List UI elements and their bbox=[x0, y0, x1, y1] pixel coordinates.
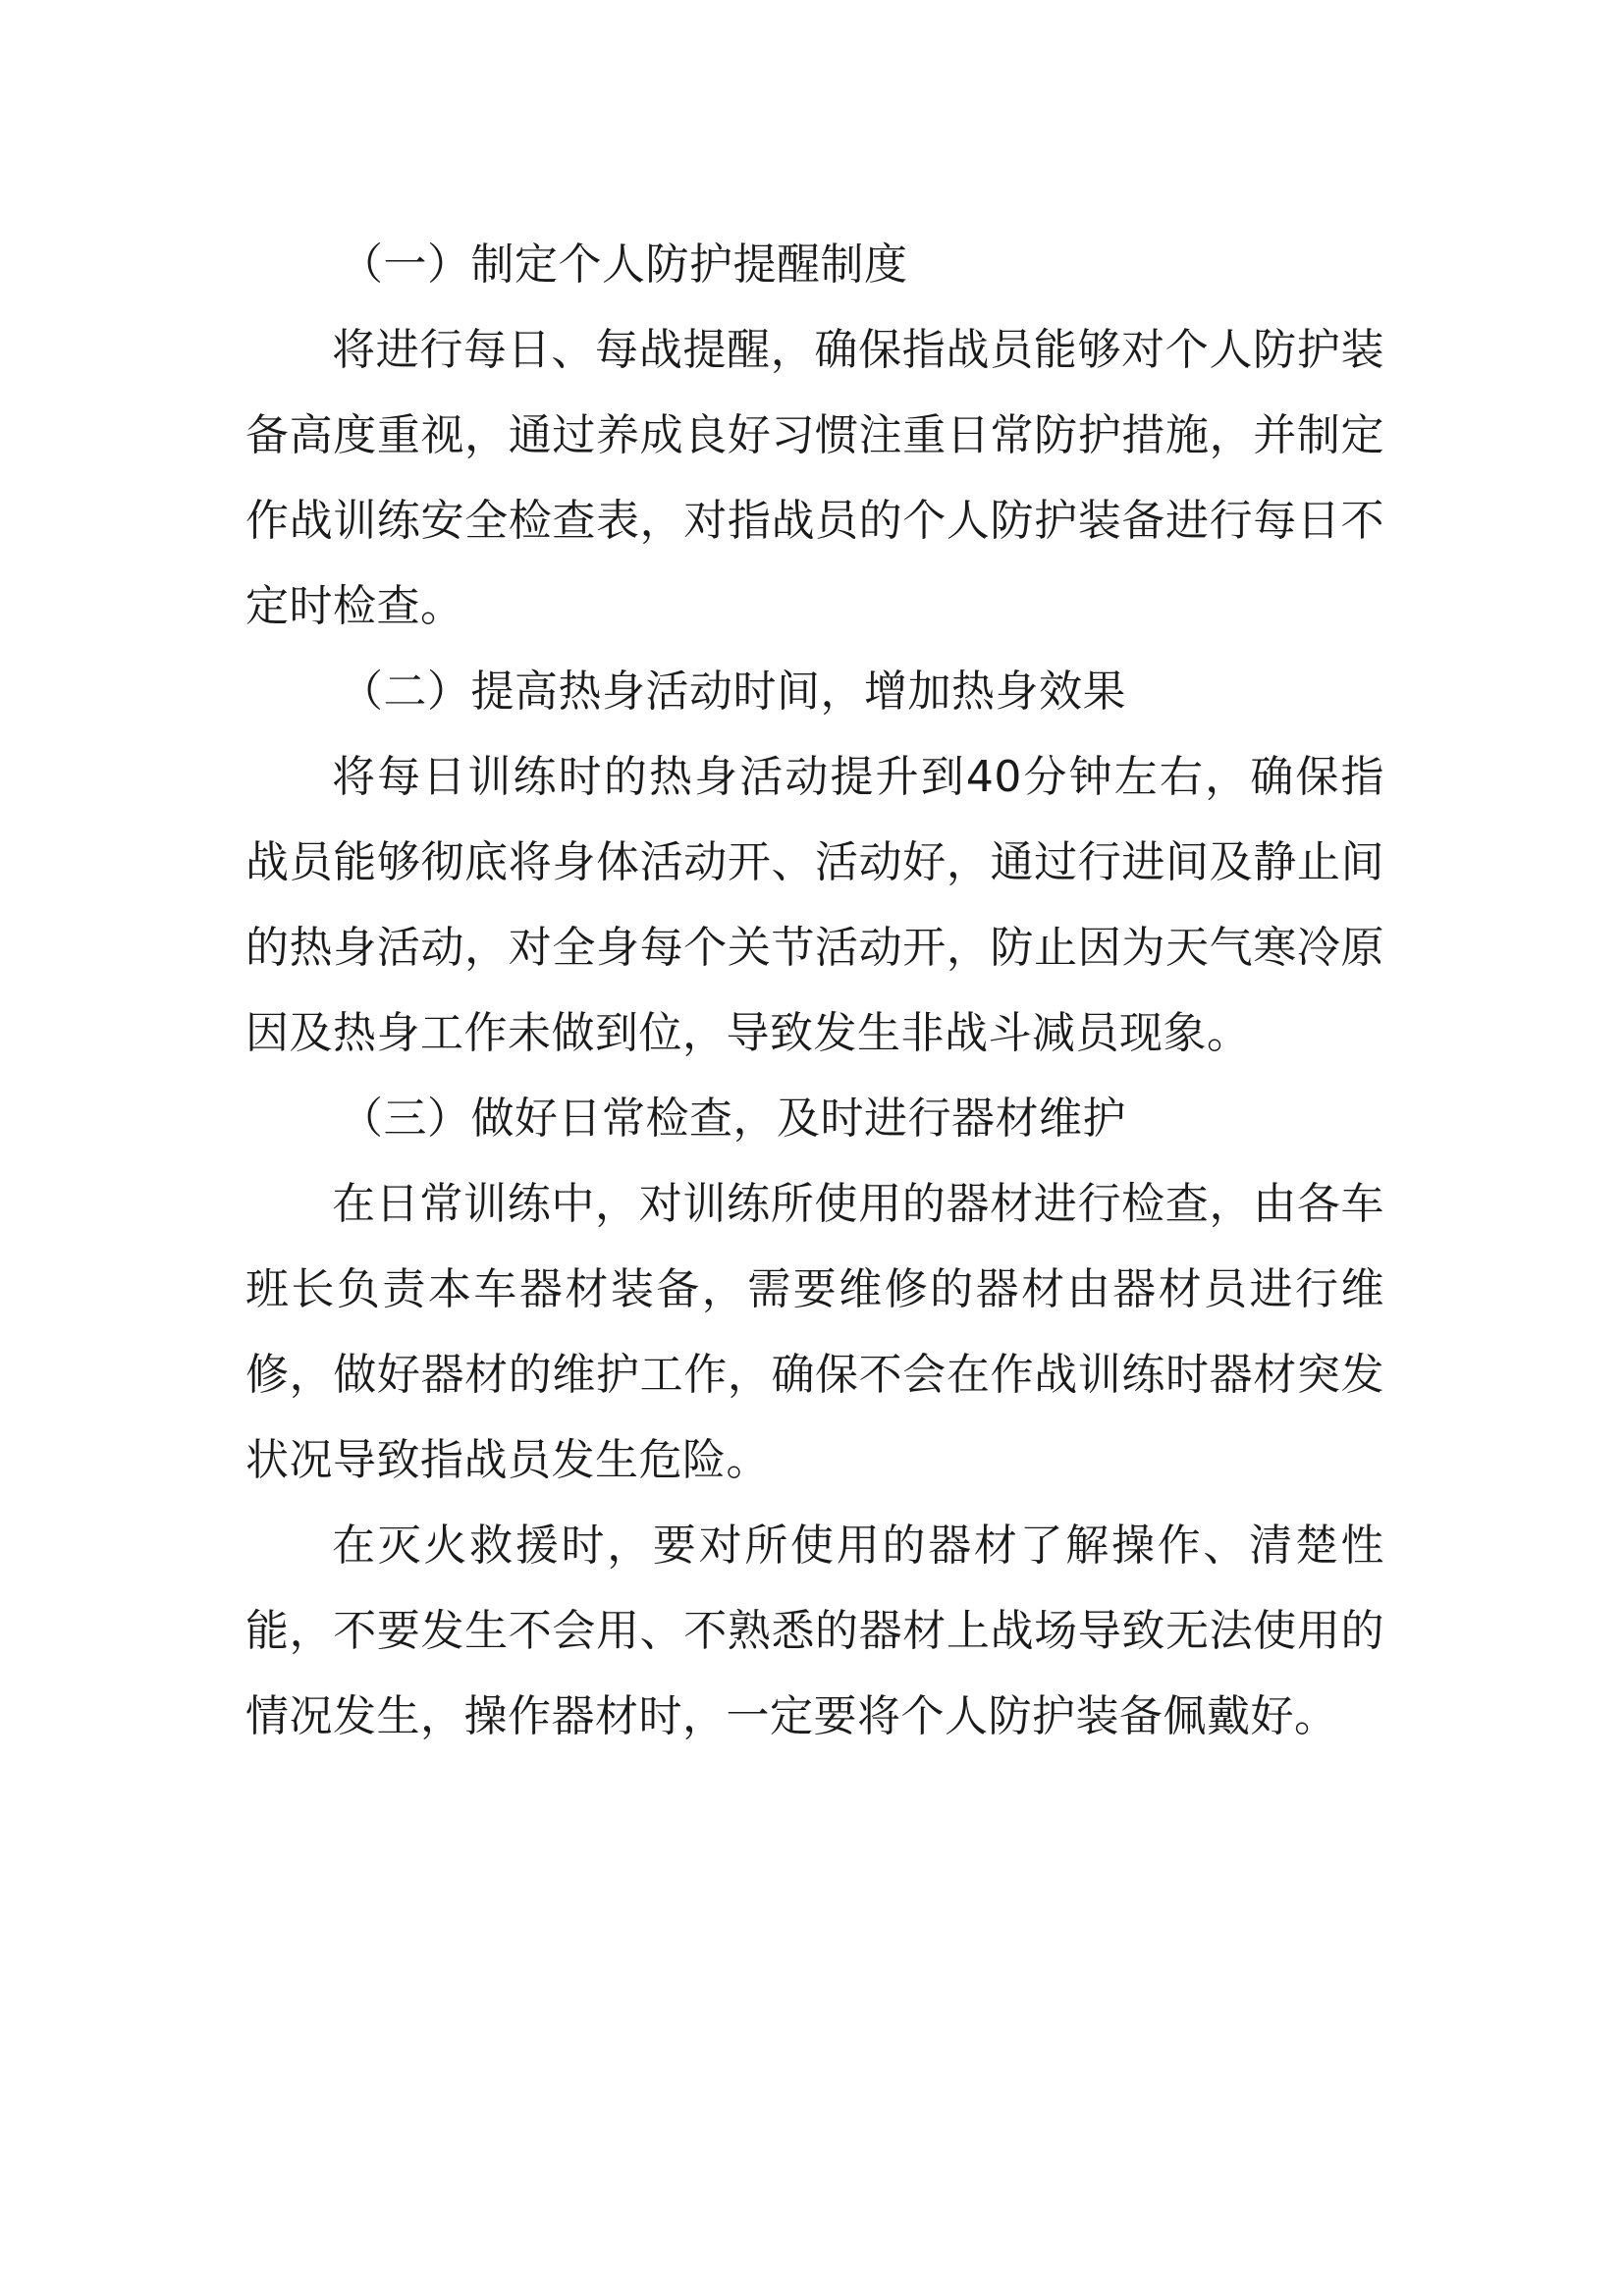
section-1-paragraph-1: 将进行每日、每战提醒，确保指战员能够对个人防护装备高度重视，通过养成良好习惯注重日常防护措施，并制定作战训练安全检查表，对指战员的个人防护装备进行每日不定时检查。 bbox=[245, 325, 1384, 631]
section-heading-3: （三）做好日常检查，及时进行器材维护 bbox=[340, 1094, 1126, 1144]
section-heading-1: （一）制定个人防护提醒制度 bbox=[340, 240, 908, 290]
section-2-paragraph-1: 将每日训练时的热身活动提升到40分钟左右，确保指战员能够彻底将身体活动开、活动好，通过行进间及静止间的热身活动，对全身每个关节活动开，防止因为天气寒冷原因及热身工作未做到位，导致发生非战斗减员现象。 bbox=[245, 752, 1384, 1058]
section-heading-2: （二）提高热身活动时间，增加热身效果 bbox=[340, 667, 1126, 717]
section-3-paragraph-1: 在日常训练中，对训练所使用的器材进行检查，由各车班长负责本车器材装备，需要维修的器材由器材员进行维修，做好器材的维护工作，确保不会在作战训练时器材突发状况导致指战员发生危险。 bbox=[245, 1179, 1384, 1485]
section-3-paragraph-2: 在灭火救援时，要对所使用的器材了解操作、清楚性能，不要发生不会用、不熟悉的器材上战场导致无法使用的情况发生，操作器材时，一定要将个人防护装备佩戴好。 bbox=[245, 1521, 1384, 1741]
document-body bbox=[245, 222, 1384, 1759]
